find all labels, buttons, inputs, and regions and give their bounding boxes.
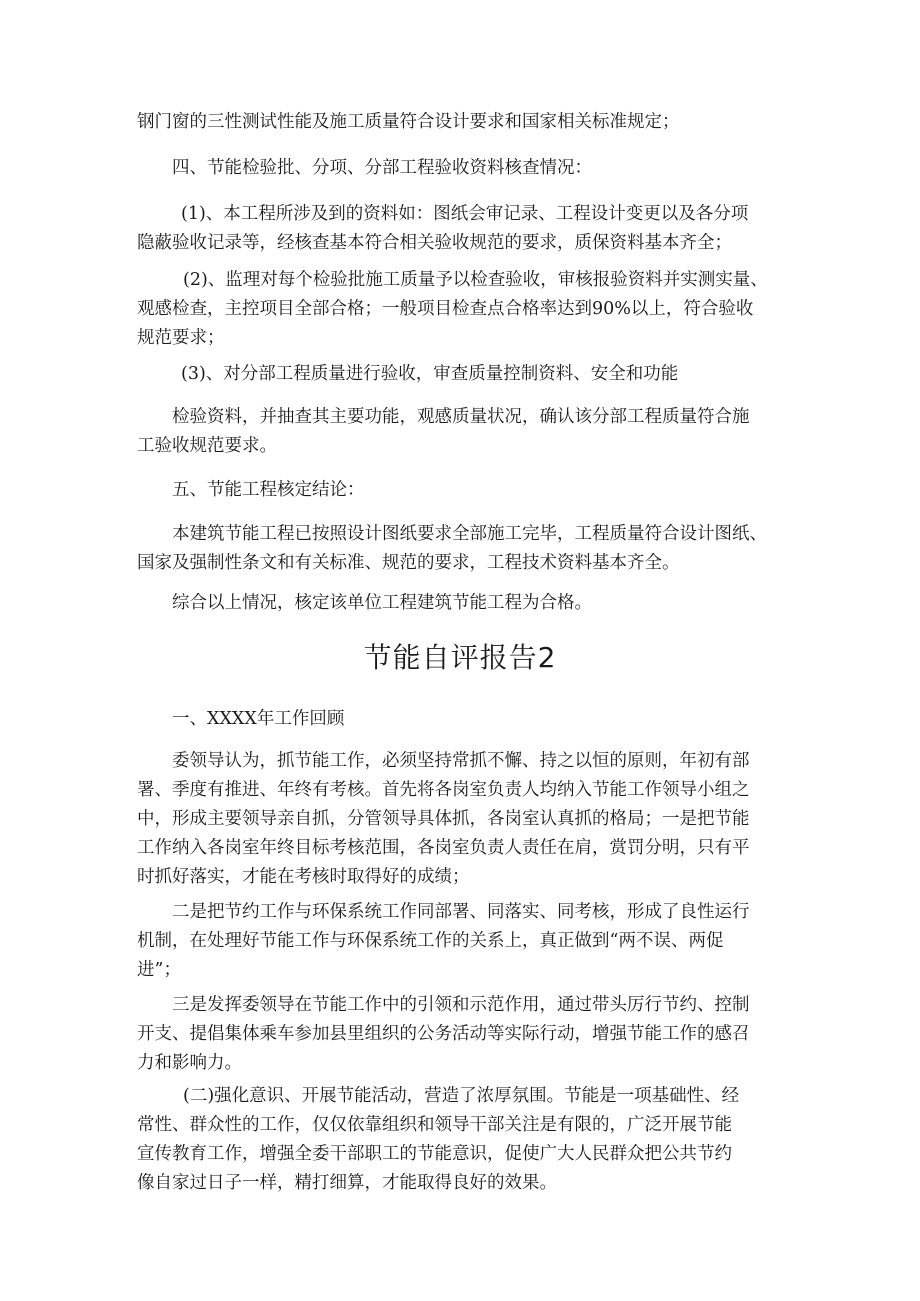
heading-text: 一、XXXX年工作回顾 bbox=[172, 709, 345, 729]
text-line: (1)、本工程所涉及到的资料如：图纸会审记录、工程设计变更以及各分项 bbox=[181, 204, 749, 224]
text-line: 综合以上情况，核定该单位工程建筑节能工程为合格。 bbox=[172, 593, 592, 613]
text-line: 常性、群众性的工作，仅仅依靠组织和领导干部关注是有限的，广泛开展节能 bbox=[137, 1115, 732, 1135]
text-line: 工作纳入各岗室年终目标考核范围，各岗室负责人责任在肩，赏罚分明，只有平 bbox=[137, 838, 750, 858]
text-line: (2)、监理对每个检验批施工质量予以检查验收，审核报验资料并实测实量、 bbox=[183, 270, 768, 290]
text-line: 署、季度有推进、年终有考核。首先将各岗室负责人均纳入节能工作领导小组之 bbox=[137, 780, 750, 800]
conclusion-paragraph bbox=[137, 520, 787, 578]
text-line: 机制，在处理好节能工作与环保系统工作的关系上，真正做到“两不误、两促 bbox=[137, 931, 724, 951]
list-item-3 bbox=[137, 360, 787, 389]
section-heading-5 bbox=[172, 476, 822, 505]
report-paragraph-2 bbox=[137, 898, 787, 985]
report-paragraph-1 bbox=[137, 747, 787, 892]
text-line: 二是把节约工作与环保系统工作同部署、同落实、同考核，形成了良性运行 bbox=[172, 902, 750, 922]
text-line: 工验收规范要求。 bbox=[137, 436, 277, 456]
report-paragraph-3 bbox=[137, 991, 787, 1078]
list-item-1 bbox=[137, 200, 787, 258]
report-heading-1 bbox=[172, 705, 822, 734]
text-line: 进”； bbox=[137, 960, 181, 980]
summary-paragraph bbox=[172, 589, 822, 618]
text-line: 开支、提倡集体乘车参加县里组织的公务活动等实际行动，增强节能工作的感召 bbox=[137, 1024, 750, 1044]
text-line: 本建筑节能工程已按照设计图纸要求全部施工完毕，工程质量符合设计图纸、 bbox=[172, 524, 767, 544]
text-line: 钢门窗的三性测试性能及施工质量符合设计要求和国家相关标准规定； bbox=[137, 112, 680, 132]
paragraph-continuation bbox=[137, 108, 787, 137]
section-heading-4 bbox=[172, 154, 822, 183]
text-line: 委领导认为，抓节能工作，必须坚持常抓不懈、持之以恒的原则，年初有部 bbox=[172, 751, 750, 771]
text-line: 国家及强制性条文和有关标准、规范的要求，工程技术资料基本齐全。 bbox=[137, 553, 680, 573]
text-line: 观感检查，主控项目全部合格；一般项目检查点合格率达到90%以上，符合验收 bbox=[137, 299, 754, 319]
text-line: 宣传教育工作，增强全委干部职工的节能意识，促使广大人民群众把公共节约 bbox=[137, 1144, 732, 1164]
heading-text: 五、节能工程核定结论： bbox=[172, 480, 365, 500]
text-line: 三是发挥委领导在节能工作中的引领和示范作用，通过带头厉行节约、控制 bbox=[172, 995, 750, 1015]
list-item-2 bbox=[137, 266, 787, 353]
text-line: 时抓好落实，才能在考核时取得好的成绩； bbox=[137, 867, 470, 887]
text-line: 隐蔽验收记录等，经核查基本符合相关验收规范的要求，质保资料基本齐全； bbox=[137, 233, 732, 253]
text-line: 力和影响力。 bbox=[137, 1053, 242, 1073]
text-line: 像自家过日子一样，精打细算，才能取得良好的效果。 bbox=[137, 1173, 557, 1193]
text-line: 中，形成主要领导亲自抓，分管领导具体抓，各岗室认真抓的格局；一是把节能 bbox=[137, 809, 750, 829]
text-line: (二)强化意识、开展节能活动，营造了浓厚氛围。节能是一项基础性、经 bbox=[183, 1086, 740, 1106]
text-line: 检验资料，并抽查其主要功能，观感质量状况，确认该分部工程质量符合施 bbox=[172, 407, 750, 427]
text-line: 规范要求； bbox=[137, 328, 225, 348]
text-line: (3)、对分部工程质量进行验收，审查质量控制资料、安全和功能 bbox=[181, 364, 679, 384]
paragraph-item-3-continued bbox=[137, 403, 787, 461]
report-paragraph-4 bbox=[137, 1082, 787, 1198]
heading-text: 四、节能检验批、分项、分部工程验收资料核查情况： bbox=[172, 158, 592, 178]
report-title: 节能自评报告2 bbox=[363, 641, 557, 674]
